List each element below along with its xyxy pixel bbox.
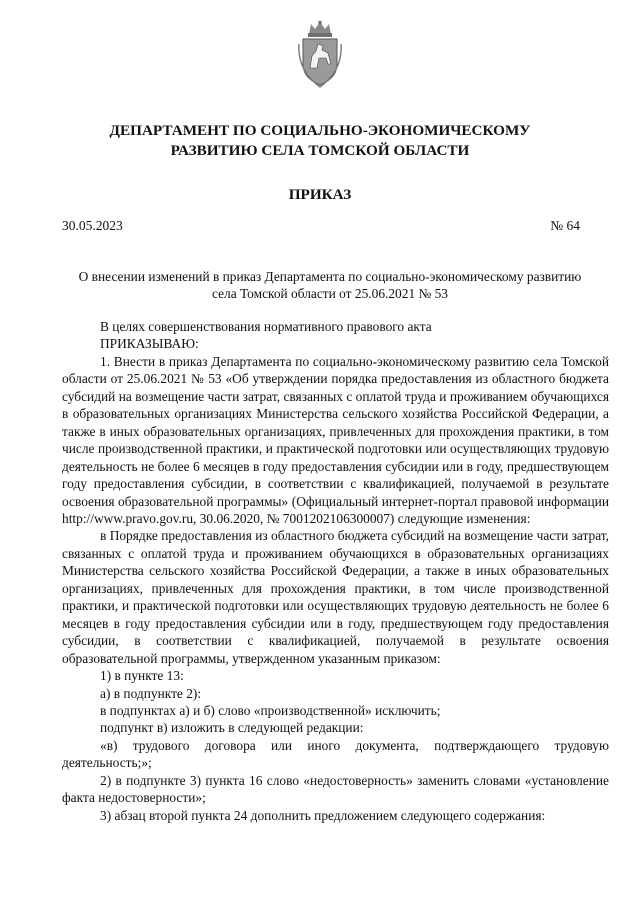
item-1b: подпункт в) изложить в следующей редакции: [100,720,364,736]
organization-name [60,121,580,161]
paragraph-2: в Порядке предоставления из областного бюджета субсидий на возмещение части затрат, связанных с оплатой труда и проживанием обучающихся в образовательных организациях Министерства сельского хозяйства Российской Федерации, а также в иных образовательных организациях, привлеченных для прохождения практики, в том числе производственной практики, и практической подготовки или осуществляющих трудовую деятельность не более 6 месяцев в году предоставления субсидии или в году, предшествующем году предоставления субсидии, в соответствии с квалификацией, получаемой в результате освоения образовательной программы, утвержденном указанным приказом: [62,528,609,666]
subject-line-2: села Томской области от 25.06.2021 № 53 [211,286,449,302]
document-subject [62,268,598,302]
item-1a: а) в подпункте 2): [100,685,202,701]
org-line-2: РАЗВИТИЮ СЕЛА ТОМСКОЙ ОБЛАСТИ [170,142,470,159]
item-3: 3) абзац второй пункта 24 дополнить предложением следующего содержания: [100,807,546,823]
org-line-1: ДЕПАРТАМЕНТ ПО СОЦИАЛЬНО-ЭКОНОМИЧЕСКОМУ [109,122,531,139]
item-1: 1) в пункте 13: [100,668,184,684]
document-number: № 64 [550,218,580,233]
paragraph-1: 1. Внести в приказ Департамента по социально-экономическому развитию села Томской области от 25.06.2021 № 53 «Об утверждении порядка предоставления из областного бюджета субсидий на возмещение части затрат, связанных с оплатой труда и проживанием обучающихся в образовательных организациях Министерства сельского хозяйства Российской Федерации, а также в иных образовательных организациях, привлеченных для прохождения практики, в том числе производственной практики, и практической подготовки или осуществляющих трудовую деятельность не более 6 месяцев в году предоставления субсидии или в году, предшествующем году предоставления субсидии, в соответствии с квалификацией, получаемой в результате освоения образовательной программы» (Официальный интернет-портал правовой информации http://www.pravo.gov.ru, 30.06.2020, № 7001202106300007) следующие изменения: [62,353,609,526]
document-type: ПРИКАЗ [288,186,352,203]
preamble: В целях совершенствования нормативного правового акта [100,319,432,334]
order-word: ПРИКАЗЫВАЮ: [100,336,199,352]
item-1b-quote: «в) трудового договора или иного документа, подтверждающего трудовую деятельность;»; [62,737,609,771]
subject-line-1: О внесении изменений в приказ Департамента по социально-экономическому развитию [78,269,582,284]
item-2: 2) в подпункте 3) пункта 16 слово «недостоверность» заменить словами «установление факта недостоверности»; [62,772,609,806]
document-body [62,318,609,824]
tomsk-region-coat-of-arms-icon [297,20,343,88]
document-date: 30.05.2023 [62,218,123,233]
item-1a-text: в подпунктах а) и б) слово «производственной» исключить; [100,702,441,718]
